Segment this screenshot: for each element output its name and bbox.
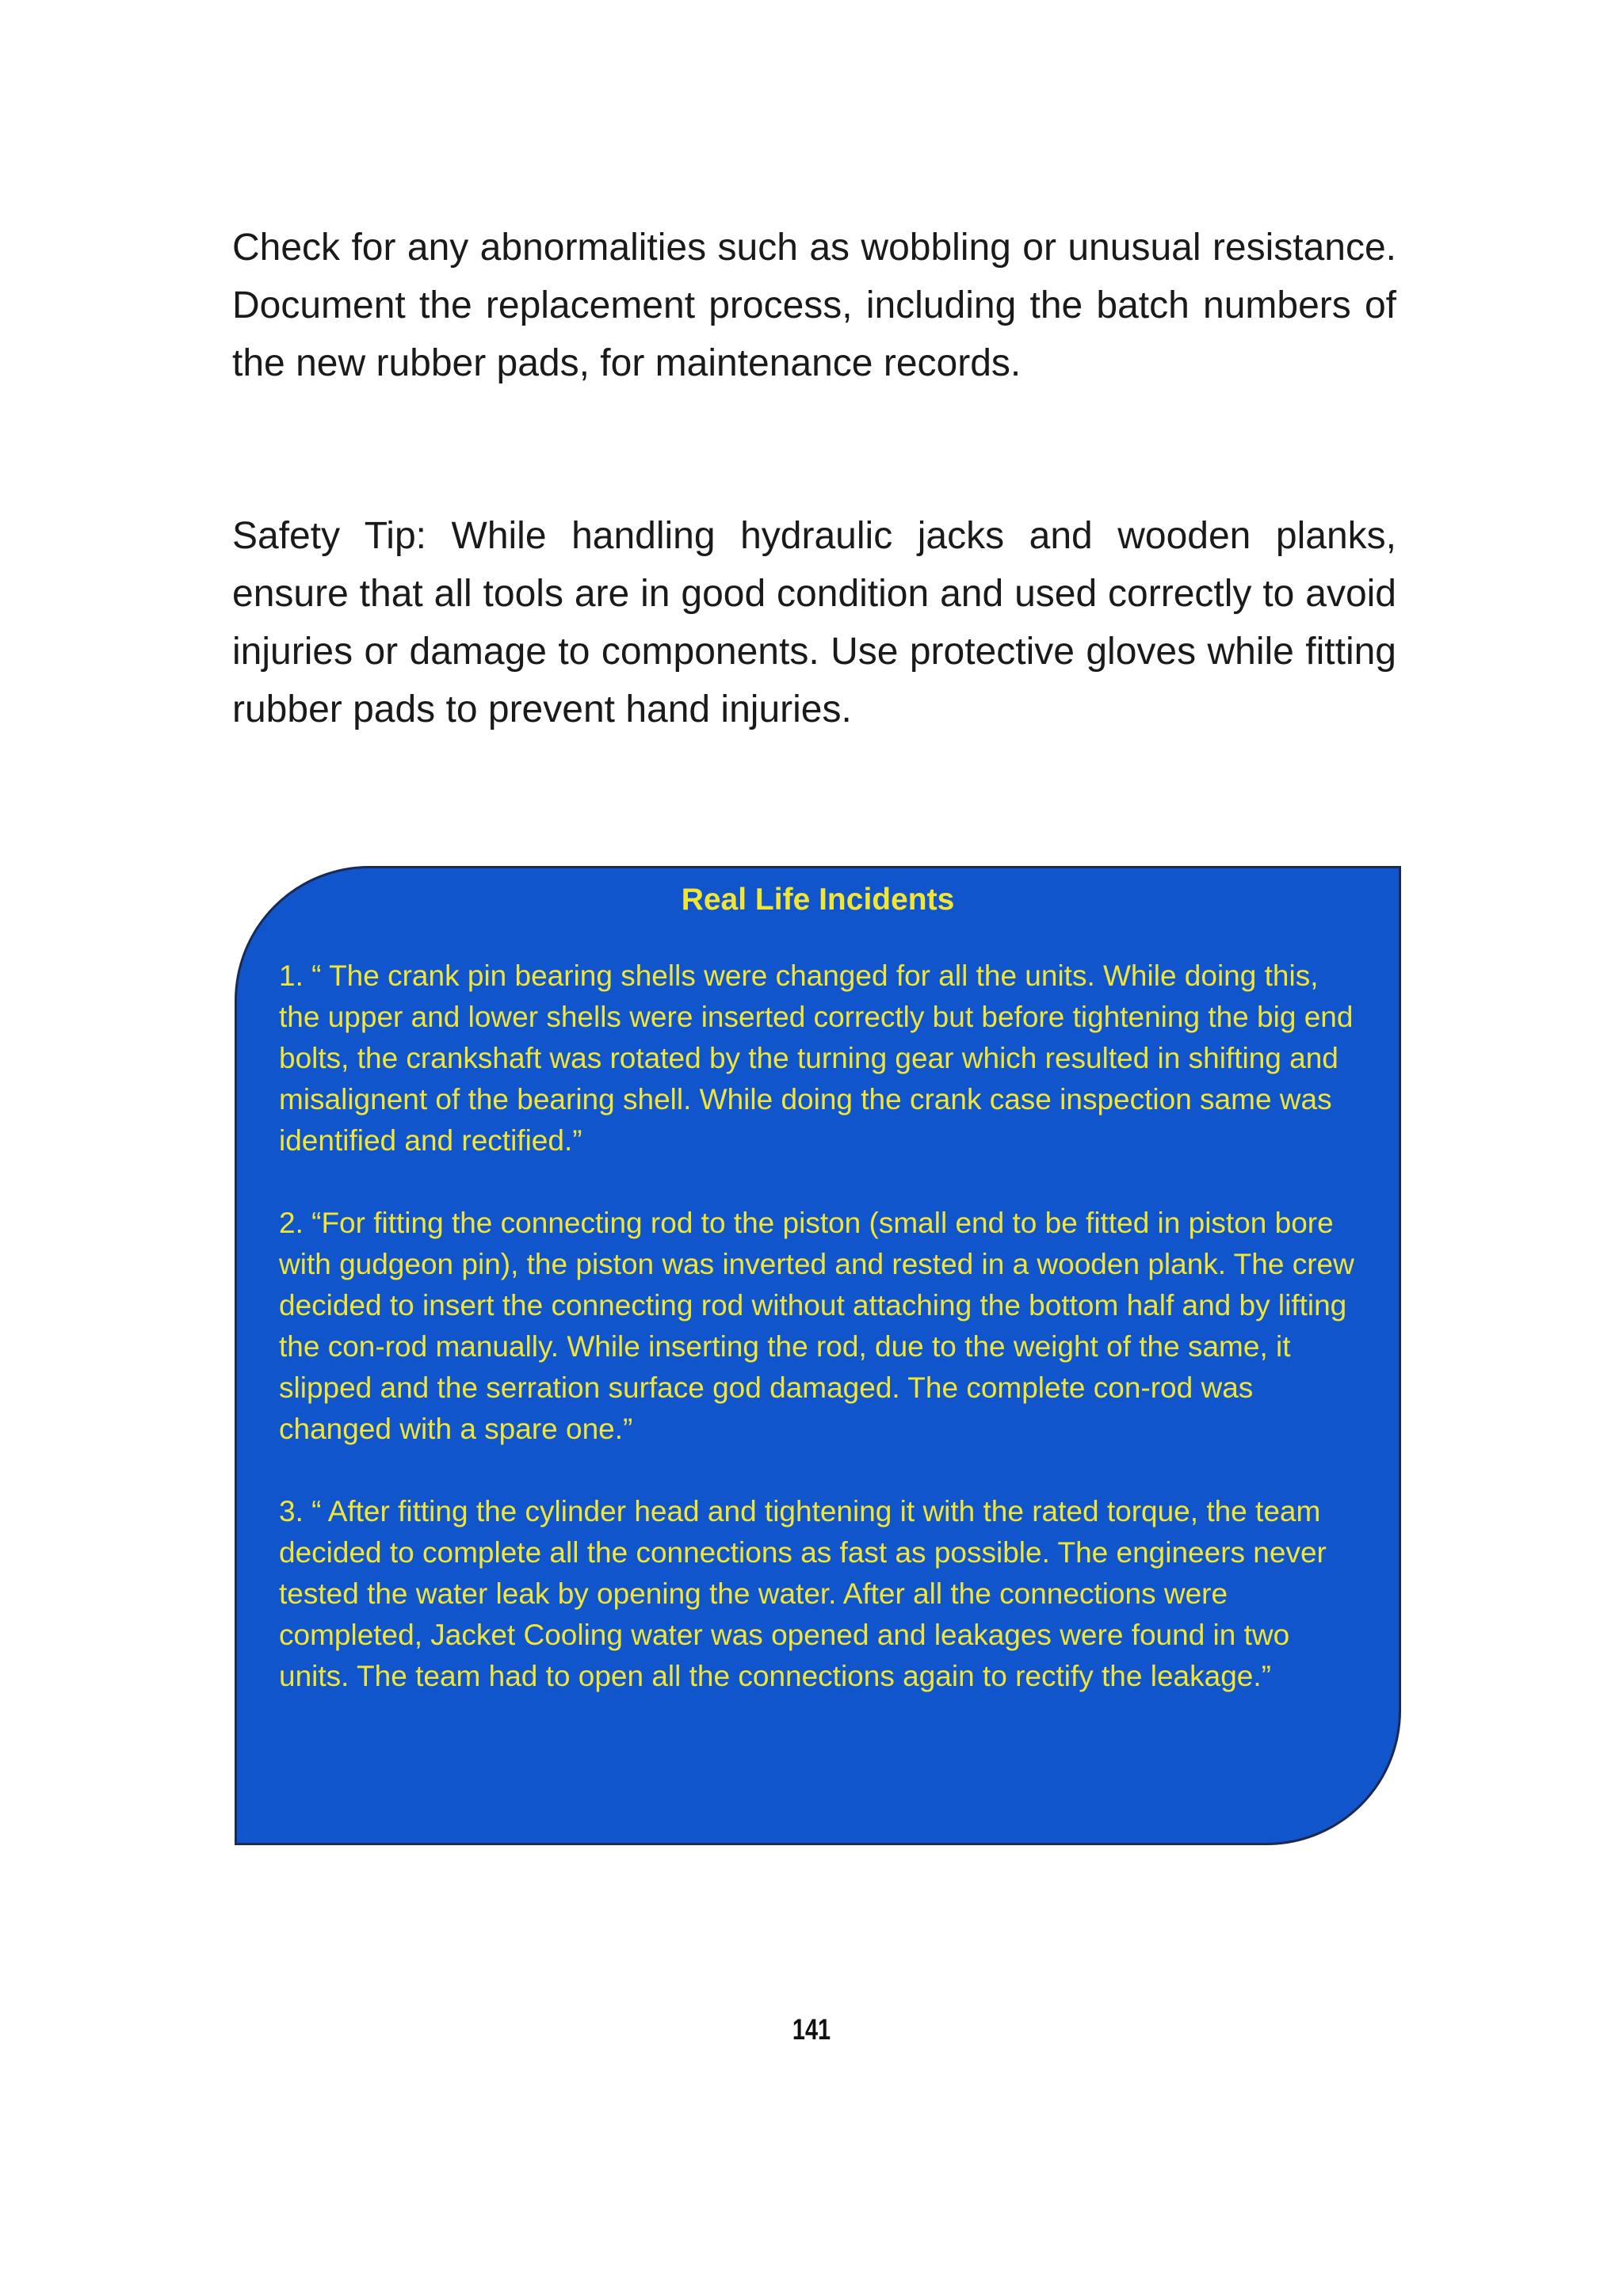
body-paragraph-safety-tip: Safety Tip: While handling hydraulic jacks and wooden planks, ensure that all tools are in good condition and used correctly to avoid injuries or damage to components. Use protective gloves while fitting rubber pads to prevent hand injuries. [232, 515, 1396, 730]
real-life-incidents-box [235, 866, 1401, 1845]
incidents-box-title: Real Life Incidents [681, 883, 955, 917]
incidents-list [279, 955, 1365, 1697]
page-number: 141 [792, 2013, 831, 2046]
body-paragraph-inspection: Check for any abnormalities such as wobbling or unusual resistance. Document the replacement process, including the batch numbers of the new rubber pads, for maintenance records. [232, 227, 1396, 384]
incident-item-2: 2. “For fitting the connecting rod to the piston (small end to be fitted in piston bore with gudgeon pin), the piston was inverted and rested in a wooden plank. The crew decided to insert the connecting rod without attaching the bottom half and by lifting the con-rod manually. While inserting the rod, due to the weight of the same, it slipped and the serration surface god damaged. The complete con-rod was changed with a spare one.” [279, 1207, 1354, 1445]
incident-item-1: 1. “ The crank pin bearing shells were changed for all the units. While doing this, the upper and lower shells were inserted correctly but before tightening the big end bolts, the crankshaft was rotated by the turning gear which resulted in shifting and misalignent of the bearing shell. While doing the crank case inspection same was identified and rectified.” [279, 959, 1354, 1157]
incident-item-3: 3. “ After fitting the cylinder head and tightening it with the rated torque, the team decided to complete all the connections as fast as possible. The engineers never tested the water leak by opening the water. After all the connections were completed, Jacket Cooling water was opened and leakages were found in two units. The team had to open all the connections again to rectify the leakage.” [279, 1495, 1327, 1692]
